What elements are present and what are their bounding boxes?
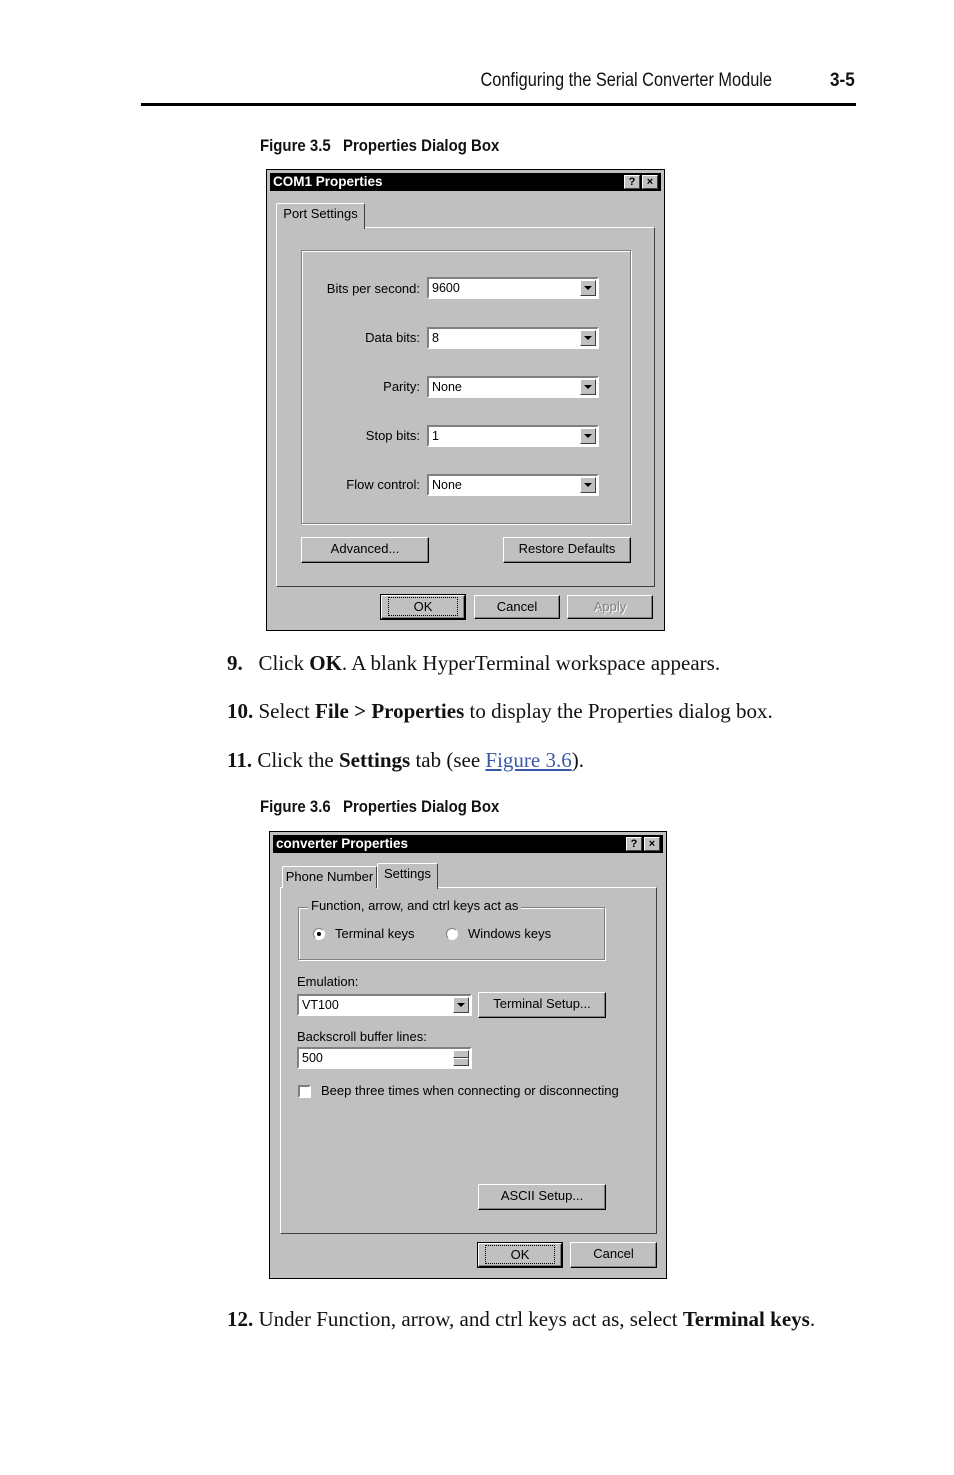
step-bold: Settings: [339, 748, 411, 772]
flow-control-value: None: [432, 478, 462, 492]
figure-3-5-caption: [260, 136, 499, 156]
bits-per-second-label: [327, 281, 420, 296]
help-button[interactable]: ?: [624, 175, 640, 189]
keys-group-label: Function, arrow, and ctrl keys act as: [308, 898, 521, 913]
step-text: ).: [571, 748, 584, 772]
figure-3-6-number: Figure 3.6: [260, 797, 331, 816]
step-text: Click: [258, 651, 310, 675]
step-text: . A blank HyperTerminal workspace appears.: [341, 651, 721, 675]
bits-per-second-select[interactable]: [427, 277, 599, 299]
terminal-keys-label[interactable]: Terminal keys: [335, 926, 415, 941]
ok-button[interactable]: [381, 595, 465, 619]
beep-label[interactable]: Beep three times when connecting or disconnecting: [321, 1083, 619, 1098]
terminal-setup-button[interactable]: Terminal Setup...: [478, 992, 606, 1018]
step-11: [227, 748, 584, 773]
chevron-down-icon[interactable]: [580, 477, 596, 493]
flow-control-select[interactable]: [427, 474, 599, 496]
page-number: 3-5: [830, 70, 855, 91]
figure-3-5-number: Figure 3.5: [260, 136, 331, 155]
close-button[interactable]: ×: [642, 175, 658, 189]
parity-select[interactable]: [427, 376, 599, 398]
backscroll-stepper[interactable]: [297, 1047, 472, 1069]
data-bits-value: 8: [432, 331, 439, 345]
figure-3-6-link[interactable]: Figure 3.6: [485, 748, 572, 772]
step-text: Select: [258, 699, 316, 723]
chevron-down-icon[interactable]: [453, 997, 469, 1013]
tab-phone-number[interactable]: Phone Number: [282, 866, 377, 888]
backscroll-value: 500: [302, 1051, 323, 1065]
converter-properties-dialog: [269, 831, 667, 1279]
close-button[interactable]: ×: [644, 837, 660, 851]
dialog-title: COM1 Properties: [273, 174, 383, 189]
step-10: [227, 699, 773, 724]
data-bits-select[interactable]: [427, 327, 599, 349]
step-text: Click the: [257, 748, 339, 772]
help-button[interactable]: ?: [626, 837, 642, 851]
backscroll-label: Backscroll buffer lines:: [297, 1029, 427, 1044]
apply-button[interactable]: Apply: [567, 595, 653, 619]
step-bold: Terminal keys: [682, 1307, 810, 1331]
step-number: 11.: [227, 748, 253, 772]
chevron-down-icon[interactable]: [580, 280, 596, 296]
dialog-title: converter Properties: [276, 836, 409, 851]
step-12: [227, 1307, 815, 1332]
parity-label: Parity:: [383, 379, 420, 394]
ok-button[interactable]: [478, 1243, 562, 1267]
com1-properties-dialog: [266, 169, 665, 631]
advanced-button[interactable]: Advanced...: [301, 537, 429, 563]
bits-per-second-label-text: Bits per second:: [326, 281, 420, 296]
dialog-title-bar: [273, 835, 663, 853]
windows-keys-label[interactable]: Windows keys: [468, 926, 552, 941]
emulation-label: Emulation:: [297, 974, 359, 989]
parity-value: None: [432, 380, 462, 394]
tab-settings[interactable]: Settings: [377, 863, 438, 889]
tab-port-settings[interactable]: Port Settings: [276, 203, 365, 229]
figure-3-5-title: Properties Dialog Box: [342, 136, 500, 155]
step-text: Under Function, arrow, and ctrl keys act as, select: [258, 1307, 683, 1331]
step-9: [227, 651, 720, 676]
stepper-down-icon[interactable]: [453, 1058, 469, 1066]
stop-bits-value: 1: [432, 429, 439, 443]
chevron-down-icon[interactable]: [580, 330, 596, 346]
terminal-keys-radio[interactable]: [313, 928, 325, 940]
running-header-title: Configuring the Serial Converter Module: [480, 70, 772, 91]
dialog-title-bar: [270, 173, 661, 191]
cancel-button[interactable]: Cancel: [474, 595, 560, 619]
step-number: 10.: [227, 699, 254, 723]
cancel-button[interactable]: Cancel: [570, 1242, 657, 1268]
data-bits-label: Data bits:: [365, 330, 420, 345]
chevron-down-icon[interactable]: [580, 428, 596, 444]
windows-keys-radio[interactable]: [446, 928, 458, 940]
step-bold: OK: [309, 651, 342, 675]
step-text: to display the Properties dialog box.: [464, 699, 773, 723]
emulation-value: VT100: [302, 998, 339, 1012]
step-number: 12.: [227, 1307, 254, 1331]
step-text: .: [809, 1307, 816, 1331]
figure-3-6-title: Properties Dialog Box: [342, 797, 500, 816]
ascii-setup-button[interactable]: ASCII Setup...: [478, 1184, 606, 1210]
header-rule: [141, 103, 856, 106]
bits-per-second-value: 9600: [432, 281, 460, 295]
stop-bits-label: Stop bits:: [365, 428, 420, 443]
step-bold: File > Properties: [315, 699, 465, 723]
chevron-down-icon[interactable]: [580, 379, 596, 395]
flow-control-label: Flow control:: [346, 477, 420, 492]
emulation-select[interactable]: [297, 994, 472, 1016]
step-text: tab (see: [410, 748, 486, 772]
figure-3-6-caption: [260, 797, 499, 817]
stepper-up-icon[interactable]: [453, 1050, 469, 1058]
stop-bits-select[interactable]: [427, 425, 599, 447]
beep-checkbox[interactable]: [298, 1085, 311, 1098]
ok-button-label: OK: [390, 599, 457, 614]
step-number: 9.: [227, 651, 243, 675]
restore-defaults-button[interactable]: Restore Defaults: [503, 537, 631, 563]
ok-button-label: OK: [487, 1247, 554, 1262]
